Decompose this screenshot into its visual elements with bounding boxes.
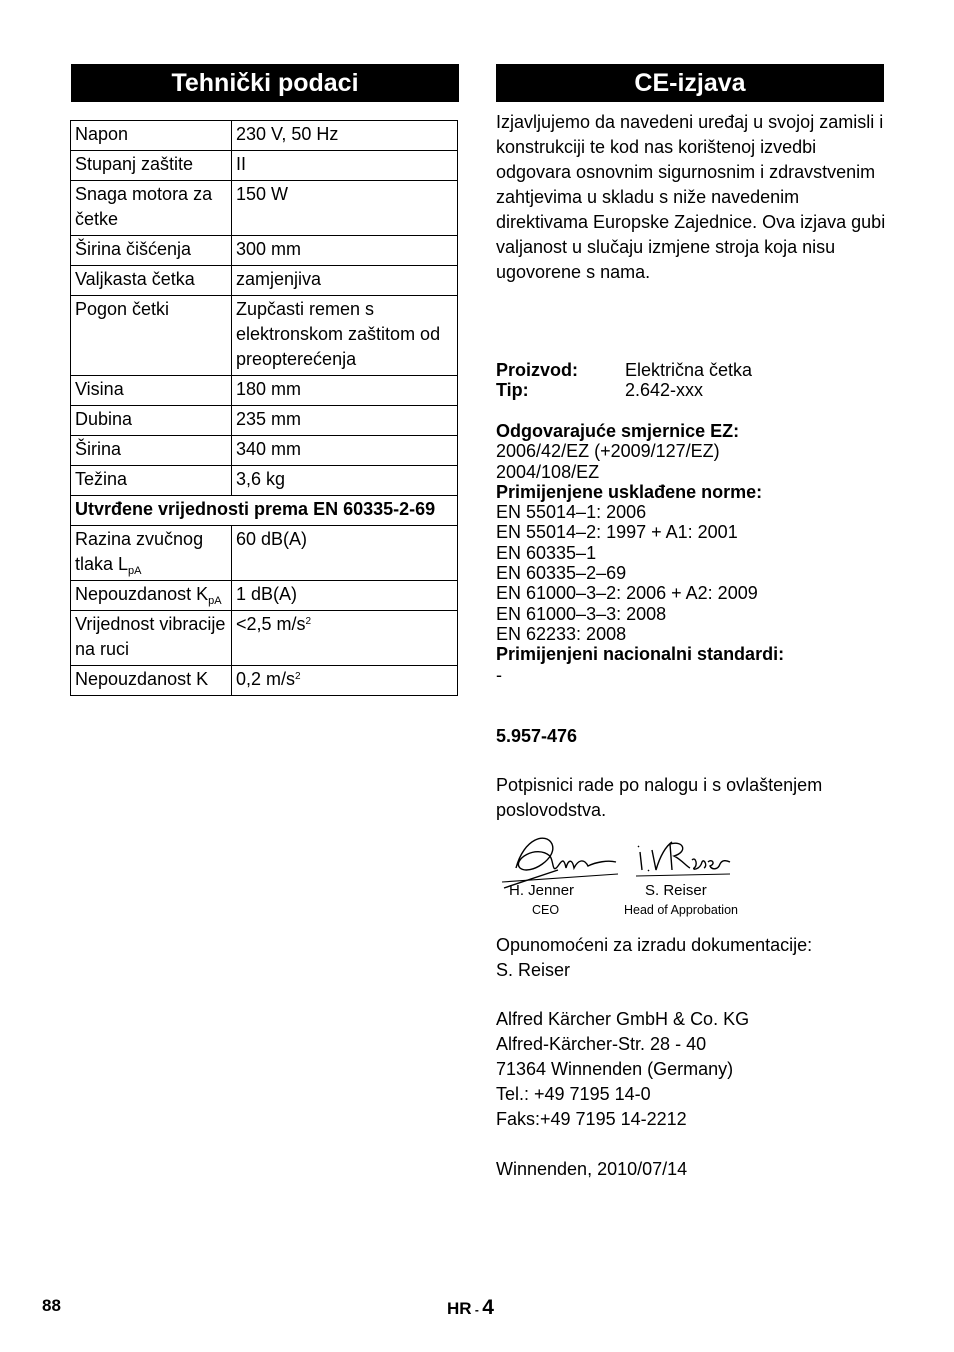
table-row xyxy=(71,151,458,181)
row-value: 180 mm xyxy=(232,376,458,406)
row-value xyxy=(232,611,458,666)
product-value: Električna četka xyxy=(625,360,753,380)
directive-item: 2004/108/EZ xyxy=(496,461,600,482)
national-standards-value: - xyxy=(496,664,502,685)
table-row xyxy=(71,376,458,406)
section-heading-ce-declaration: CE-izjava xyxy=(496,64,884,102)
national-standards-title: Primijenjeni nacionalni standardi: xyxy=(496,644,785,665)
documentation-authority xyxy=(496,933,886,983)
norm-item: EN 60335–2–69 xyxy=(496,563,627,584)
table-row xyxy=(71,266,458,296)
signatories-note: Potpisnici rade po nalogu i s ovlaštenjem poslovodstva. xyxy=(496,775,823,820)
directives-title: Odgovarajuće smjernice EZ: xyxy=(496,421,740,441)
row-label xyxy=(71,526,232,581)
row-label: Valjkasta četka xyxy=(71,266,232,296)
value-superscript: 2 xyxy=(305,616,312,627)
norm-item: EN 55014–2: 1997 + A1: 2001 xyxy=(496,522,738,543)
label-text: Nepouzdanost K xyxy=(75,669,209,689)
place-date: Winnenden, 2010/07/14 xyxy=(496,1159,688,1179)
technical-data-table xyxy=(70,120,458,696)
row-label: Širina čišćenja xyxy=(71,236,232,266)
value-text: 0,2 m/s xyxy=(236,669,296,689)
row-label: Visina xyxy=(71,376,232,406)
table-row xyxy=(71,181,458,236)
norms-title: Primijenjene usklađene norme: xyxy=(496,481,763,502)
type-label: Tip: xyxy=(496,380,529,401)
row-value: 300 mm xyxy=(232,236,458,266)
row-value xyxy=(232,581,458,611)
row-value: 150 W xyxy=(232,181,458,236)
value-text: 1 dB(A) xyxy=(236,584,298,604)
row-value: zamjenjiva xyxy=(232,266,458,296)
label-text: Nepouzdanost K xyxy=(75,584,209,604)
standards-block xyxy=(496,421,886,685)
value-text: <2,5 m/s xyxy=(236,614,306,634)
company-line: Faks:+49 7195 14-2212 xyxy=(496,1109,687,1129)
section-title: Utvrđene vrijednosti prema EN 60335-2-69 xyxy=(71,496,458,526)
signature-reiser xyxy=(634,836,734,884)
norm-item: EN 55014–1: 2006 xyxy=(496,502,647,523)
label-text: Vrijednost vibracije na ruci xyxy=(75,614,226,659)
company-line: Alfred Kärcher GmbH & Co. KG xyxy=(496,1009,750,1029)
value-text: 60 dB(A) xyxy=(236,529,308,549)
norm-item: EN 62233: 2008 xyxy=(496,623,627,644)
row-value xyxy=(232,666,458,696)
directive-item: 2006/42/EZ (+2009/127/EZ) xyxy=(496,441,720,462)
type-value: 2.642-xxx xyxy=(625,380,704,401)
row-label: Pogon četki xyxy=(71,296,232,376)
page-number: 88 xyxy=(42,1296,61,1315)
company-line: Tel.: +49 7195 14-0 xyxy=(496,1084,651,1104)
authorized-name: S. Reiser xyxy=(496,960,571,980)
row-value xyxy=(232,526,458,581)
table-section-row xyxy=(71,496,458,526)
row-label: Napon xyxy=(71,121,232,151)
signer2-name: S. Reiser xyxy=(645,882,707,899)
norm-item: EN 61000–3–2: 2006 + A2: 2009 xyxy=(496,583,758,604)
authorized-label: Opunomoćeni za izradu dokumentacije: xyxy=(496,935,813,955)
table-row xyxy=(71,526,458,581)
row-value: Zupčasti remen s elektronskom zaštitom od preopterećenja xyxy=(232,296,458,376)
table-row xyxy=(71,236,458,266)
table-row xyxy=(71,436,458,466)
norm-item: EN 61000–3–3: 2008 xyxy=(496,603,667,624)
product-label: Proizvod: xyxy=(496,360,579,380)
signer1-role: CEO xyxy=(532,903,560,917)
page-section-label xyxy=(447,1296,494,1320)
row-value: II xyxy=(232,151,458,181)
table-row xyxy=(71,581,458,611)
row-label xyxy=(71,666,232,696)
company-line: Alfred-Kärcher-Str. 28 - 40 xyxy=(496,1034,707,1054)
label-subscript: pA xyxy=(128,565,142,577)
row-label: Težina xyxy=(71,466,232,496)
row-label xyxy=(71,581,232,611)
table-row xyxy=(71,406,458,436)
table-row xyxy=(71,296,458,376)
row-value: 340 mm xyxy=(232,436,458,466)
label-text: Razina zvučnog tlaka L xyxy=(75,529,204,574)
document-number: 5.957-476 xyxy=(496,726,578,746)
company-line: 71364 Winnenden (Germany) xyxy=(496,1059,734,1079)
label-subscript: pA xyxy=(208,595,222,607)
table-row xyxy=(71,611,458,666)
row-value: 230 V, 50 Hz xyxy=(232,121,458,151)
ce-intro-paragraph: Izjavljujemo da navedeni uređaj u svojoj zamisli i konstrukciji te kod nas korištenoj izvedbi odgovara osnovnim sigurnosnim i zdravstvenim zahtjevima u skladu s niže navedenim direktivama Europske Zajednice. Ova izjava gubi valjanost u slučaju izmjene stroja koja nisu ugovorene s nama. xyxy=(496,112,886,282)
company-address xyxy=(496,1007,886,1132)
table-row xyxy=(71,466,458,496)
separator: - xyxy=(471,1303,483,1317)
row-label: Stupanj zaštite xyxy=(71,151,232,181)
row-label: Širina xyxy=(71,436,232,466)
table-row xyxy=(71,666,458,696)
signer1-name: H. Jenner xyxy=(509,882,575,899)
section-heading-technical-data: Tehnički podaci xyxy=(71,64,459,102)
table-row xyxy=(71,121,458,151)
row-value: 235 mm xyxy=(232,406,458,436)
language-code: HR xyxy=(447,1299,472,1318)
row-label: Snaga motora za četke xyxy=(71,181,232,236)
signer2-role: Head of Approbation xyxy=(624,903,738,917)
product-info xyxy=(496,360,886,401)
value-superscript: 2 xyxy=(295,671,301,682)
section-number: 4 xyxy=(482,1296,494,1319)
row-label: Dubina xyxy=(71,406,232,436)
row-value: 3,6 kg xyxy=(232,466,458,496)
row-label xyxy=(71,611,232,666)
norm-item: EN 60335–1 xyxy=(496,542,597,563)
